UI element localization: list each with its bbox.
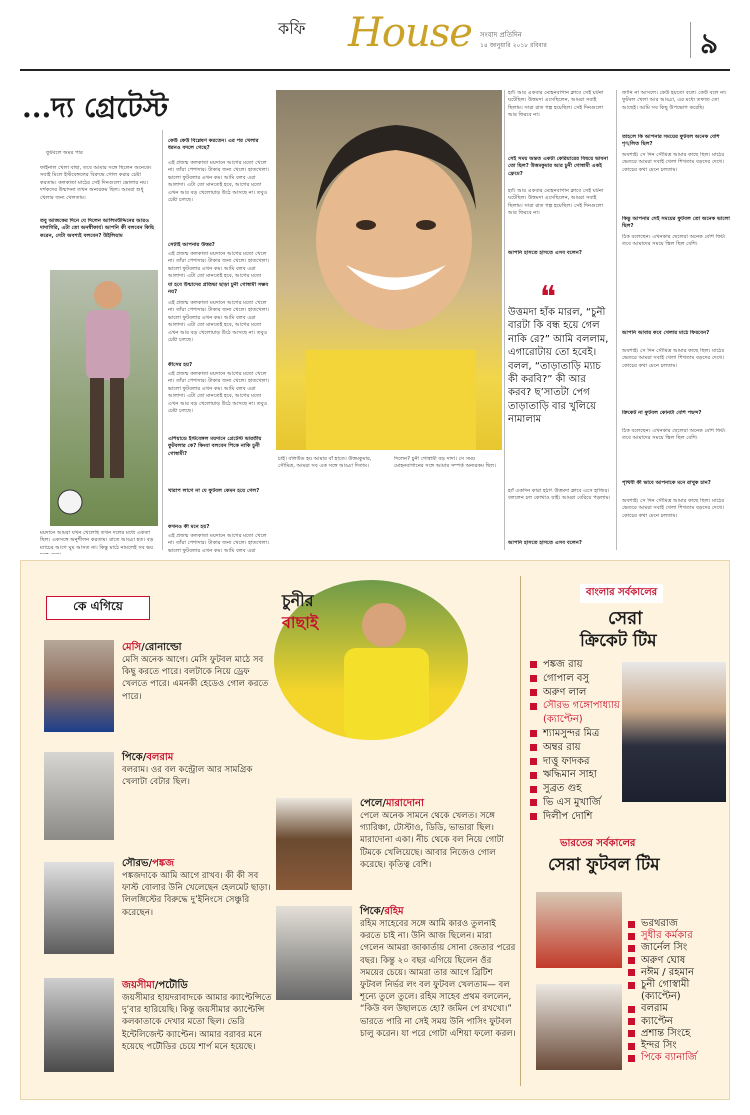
cricket-player-name: দাত্তু ফাদকর: [543, 755, 590, 767]
bullet-icon: [530, 772, 537, 779]
pair-2-body: বলরাম। ওর বল কন্ট্রোল আর সামগ্রিক খেলাটা বেটার ছিল।: [122, 765, 253, 788]
bullet-icon: [628, 1030, 635, 1037]
pair-5-b: মারাদোনা: [385, 798, 424, 809]
cricket-player-name: পঙ্কজ রায়: [543, 659, 583, 670]
footballer-photo-2: [536, 984, 622, 1070]
football-player-name: নঈম / রহমান: [641, 966, 694, 978]
pair-5-a: পেলে: [360, 798, 383, 809]
cricket-player-name: ঋদ্ধিমান সাহা: [543, 769, 597, 781]
chuni-football-photo: [50, 270, 158, 526]
pair-3-body: পঙ্কজদাকে আমি আগে রাখব। কী কী সব ফাস্ট বোলার উনি খেলেছেন হেলমেট ছাড়া। লিলঙ্গিস্টের বিরুদ্ধে দু’ইনিংসে সেঞ্চুরি করেছেন।: [122, 871, 271, 918]
below-photo-b: দিলেন? চুনী গোস্বামী বড় দাদা। সে সময় মোহনবাগানের সঙ্গে আমার সম্পর্ক অন্যরকম ছিল।: [394, 456, 496, 470]
football-player: [628, 979, 728, 1003]
football-player: [628, 918, 728, 930]
col3-question: সেই সময় অন্তত একটা কেরিয়ারের বিষয়ে ভাবনা তো ছিল? উত্তমকুমার আর চুনী গোস্বামী একই ফ্রেমে?: [508, 156, 608, 177]
pair-4-b: পটৌডি: [158, 980, 188, 991]
jaisimha-photo: [44, 978, 114, 1072]
bullet-icon: [628, 969, 635, 976]
pair-1-a: মেসি: [122, 642, 142, 653]
col4-end-question: পৃথিবী কী ভাবে আপনাকে মনে রাখুক চান?: [622, 480, 711, 486]
football-player: [628, 1052, 728, 1064]
pair-6-body: রহিম সাহেবের সঙ্গে আমি কারও তুলনাই করতে চাই না। উনি আজ ছিলেন। মারা গেলেন আমরা জাকার্তায় সোনা জেতার পরের বছর। কিন্তু ২০ বছর এগিয়ে ছিলেন ওঁর সময়ের চেয়ে। আমরা তার আগে ব্রিটিশ ফুটবল নির্ভর লং বল ফুটবল খেলতাম— বল শূন্যে তুলে তুলে। রহিম সাহেব প্রথম বললেন, “কিউ বল উছালতে হো? জমিন পে রখখো।” ভারতে পারি না সেই সময় উনি পাসিং ফুটবল চালু করেন। যা পরে গোটা এশিয়া ফলো করল।: [360, 919, 516, 1039]
football-player: [628, 942, 728, 954]
cricket-player-name: দিলীপ দোশি: [543, 810, 593, 822]
football-player-name: পিকে ব্যানার্জি: [641, 1052, 697, 1064]
col2-question-6: খারাপ লাগে না যে ফুটবল কেমন হয়ে গেল?: [168, 488, 260, 494]
col3-text-2: হ্যাঁ। আর একবার মোহনবাগান ক্লাবে সেই ঘটনা ঘটেছিল। উত্তমদা এসেছিলেন, আমরা সবাই ছিলাম। সারা রাত গল্প হয়েছিল। সেই দিনগুলো আর ফিরবে না।: [508, 188, 604, 217]
col2-body-5: এই প্রজন্ম কলকাতা ময়দানে আগের মতো খেলে না। তাঁরা পেশাদার। টাকার জন্য খেলে। হাতখেলা। ভালো ফুটবলার এখন কম। আমি বলব এরা: [168, 533, 269, 553]
sourav-photo: [622, 662, 726, 802]
quote-icon: ❝: [540, 280, 557, 315]
footballer-photo-1: [536, 892, 622, 968]
football-player: [628, 1028, 728, 1040]
cricket-player-name: গোপাল বসু: [543, 672, 590, 684]
pair-6-a: পিকে: [360, 906, 381, 917]
col4-body-3: অবশ্যই। সে দিন সৌমিত্র আমার কাছে ছিল। মাঠের ভেতরে আমরা সবাই খেলা শিখতাম বড়দের দেখে। কোচের কথা মেনে চলতাম।: [622, 348, 725, 369]
portrait-illustration: [276, 90, 502, 450]
pair-1-body: মেসি অনেক আগে। মেসি ফুটবল মাঠে সব কিছু করতে পারে। বলটাকে নিয়ে ড্রেফ খেলতে পারে। এমনকী হেডেও গোল করতে পারে।: [122, 655, 269, 702]
football-player-name: চুনী গোস্বামী (ক্যাপ্টেন): [641, 979, 690, 1003]
bullet-icon: [530, 675, 537, 682]
cricket-player-name: সুব্রত গুহ: [543, 783, 582, 795]
football-list: [628, 918, 728, 1064]
pair-4-a: জয়সীমা: [122, 980, 155, 991]
bullet-icon: [628, 921, 635, 928]
col4-question-2: কিন্তু আপনার সেই সময়ের ফুটবল তো অনেক ভালো ছিল?: [622, 216, 730, 230]
football-player: [628, 967, 728, 979]
rahim-photo: [276, 906, 352, 1000]
cricket-player-name: শ্যামসুন্দর মিত্র: [543, 727, 600, 739]
col4-question: তাহলে কি আপনার সময়ের ফুটবল অনেক বেশি শৃঙ্খলিত ছিল?: [622, 134, 720, 148]
messi-photo: [44, 640, 114, 732]
col1-lower: ময়দানে আমরা যখন খেলেছি তখন দলের মধ্যে একতা ছিল। একসঙ্গে অনুশীলন করতাম। রাতে আড্ডা হত। বড় ম্যাচের আগে ঘুম আসত না। কিন্তু মাঠে নামলেই সব ভয়: [40, 530, 154, 551]
col2-question-7: কখনও কী মনে হয়?: [168, 524, 210, 530]
col2-body-4: এই প্রজন্ম কলকাতা ময়দানে আগের মতো খেলে না। তাঁরা পেশাদার। টাকার জন্য খেলে। হাতখেলা। ভালো ফুটবলার এখন কম। আমি বলব এরা আলাদা। এটা তো মানতেই হবে, আগের মতো এখন আর বড় খেলোয়াড় উঠে আসছে না। তবুও চেষ্টা চলছে।: [168, 371, 269, 415]
pair-1-sep: /: [141, 642, 145, 653]
bullet-icon: [530, 786, 537, 793]
pair-4-sep: /: [154, 980, 159, 991]
col4-body: অবশ্যই। সে দিন সৌমিত্র আমার কাছে ছিল। মাঠের ভেতরে আমরা সবাই খেলা শিখতাম বড়দের দেখে। কোচের কথা মেনে চলতাম।: [622, 152, 725, 173]
masthead-title-house: House: [348, 10, 472, 56]
pair-1-b: রোনাল্ডো: [144, 642, 182, 653]
bullet-icon: [628, 1006, 635, 1013]
bullet-icon: [530, 799, 537, 806]
bullet-icon: [628, 1055, 635, 1062]
col2-body-3: এই প্রজন্ম কলকাতা ময়দানে আগের মতো খেলে না। তাঁরা পেশাদার। টাকার জন্য খেলে। হাতখেলা। ভালো ফুটবলার এখন কম। আমি বলব এরা আলাদা। এটা তো মানতেই হবে, আগের মতো এখন আর বড় খেলোয়াড় উঠে আসছে না। তবুও চেষ্টা চলছে।: [168, 300, 269, 344]
cricket-player-name: অম্বর রায়: [543, 741, 581, 753]
col2-body-2: এই প্রজন্ম কলকাতা ময়দানে আগের মতো খেলে না। তাঁরা পেশাদার। টাকার জন্য খেলে। হাতখেলা। ভালো ফুটবলার এখন কম। আমি বলব এরা আলাদা। এটা তো মানতেই হবে, আগের মতো: [168, 251, 269, 280]
bullet-icon: [628, 933, 635, 940]
football-player-name: সুধীর কর্মকার: [641, 930, 693, 942]
pair-2-sep: /: [142, 752, 147, 763]
cricket-title-1: সেরা: [608, 608, 643, 629]
col2-body: এই প্রজন্ম কলকাতা ময়দানে আগের মতো খেলে না। তাঁরা পেশাদার। টাকার জন্য খেলে। হাতখেলা। ভালো ফুটবলার এখন কম। আমি বলব এরা আলাদা। এটা তো মানতেই হবে, আগের মতো এখন আর বড় খেলোয়াড় উঠে আসছে না। তবুও চেষ্টা চলছে।: [168, 160, 269, 204]
football-title: সেরা ফুটবল টিম: [548, 855, 660, 875]
col-divider-1: [162, 130, 163, 550]
col2-question-3: যা হবে উন্মাদের প্রতিভা ছাড়া চুনী গোস্বামী সম্ভব নয়?: [168, 282, 269, 296]
bullet-icon: [628, 1018, 635, 1025]
col4-question-3: আপনি আবার কবে খেলার মাঠে ফিরবেন?: [622, 330, 710, 336]
masthead-rule: [20, 69, 730, 71]
football-player-name: জার্নেল সিং: [641, 942, 688, 954]
ke-egiye-heading: [46, 596, 150, 620]
balaram-photo: [44, 752, 114, 840]
pair-4-body: জয়সীমার হায়দরাবাদকে আমার ক্যাপ্টেন্সিতে দু’বার হারিয়েছি। কিন্তু জয়সীমার ক্যাপ্টেন্সি কলকাতাকে দেখার মতো ছিল। ভেরি ইন্টেলিজেন্ট ক্যাপ্টেন। আমার বরাবর মনে হয়েছে পটৌডির চেয়ে শার্প মনে হয়েছে।: [122, 993, 272, 1052]
pair-5-sep: /: [382, 798, 386, 809]
football-player-name: ক্যাপ্টেন: [641, 1015, 673, 1027]
pull-quote: উত্তমদা হাঁক মারল, “চুনী বারটা কি বন্ধ হয়ে গেল নাকি রে?” আমি বললাম, এগারোটায় তো হবেই। বলল, “তাড়াতাড়ি ম্যাচ কী করবি?” কী আর করব? ছ’সাতটা পেগ তাড়াতাড়ি বার খুলিয়ে নামালাম: [508, 307, 609, 426]
col-divider-3: [504, 90, 505, 550]
emblem-line2: বাছাই: [282, 613, 319, 632]
pair-6-sep: /: [380, 906, 385, 917]
col4-question-4: ক্রিকেট না ফুটবল কোনটা বেশি পছন্দ?: [622, 410, 702, 416]
football-player: [628, 930, 728, 942]
football-player-name: ভরথরাজ: [641, 918, 678, 929]
pankaj-photo: [44, 862, 114, 954]
cricket-player-name: সৌরভ গঙ্গোপাধ্যায় (ক্যাপ্টেন): [543, 700, 620, 726]
cricket-kicker: বাংলার সর্বকালের: [580, 584, 663, 603]
masthead: [0, 0, 750, 74]
masthead-title-main: কফি: [278, 19, 306, 38]
col3-question-2: আপনি হাসতে হাসতে এসব বলেন?: [508, 250, 582, 256]
col2-question-4: কীসের হয়?: [168, 362, 193, 368]
headline: ...দ্য গ্রেটেস্ট: [22, 91, 169, 124]
football-player-name: অরুণ ঘোষ: [641, 954, 686, 966]
bullet-icon: [530, 703, 537, 710]
bullet-icon: [628, 1043, 635, 1050]
col3-text: হ্যাঁ। আর একবার মোহনবাগান ক্লাবে সেই ঘটনা ঘটেছিল। উত্তমদা এসেছিলেন, আমরা সবাই ছিলাম। সারা রাত গল্প হয়েছিল। সেই দিনগুলো আর ফিরবে না।: [508, 90, 604, 119]
bullet-icon: [628, 957, 635, 964]
chuni-figure: [50, 270, 158, 526]
col1-body: ফাইনাল খেলা বাছা, তবে আমার সঙ্গে ছিলেন অনেকে। সবাই মিলে ইস্টবেঙ্গলের বিরুদ্ধে গোল করার চেষ্টা করতাম। কলকাতা মাঠের সেই দিনগুলো ভোলার নয়। দর্শকদের উন্মাদনা তখন অন্যরকম ছিল। আমরা শুধু খেলার জন্য খেলতাম।: [40, 165, 152, 201]
page-number: ৯: [700, 27, 719, 60]
cricket-player-name: অরুণ লাল: [543, 686, 587, 698]
col1-kicker: ফুটবলে অমর পার: [46, 150, 83, 156]
football-player: [628, 1016, 728, 1028]
panel-divider: [520, 576, 521, 1086]
football-player-name: প্রশান্ত সিংহে: [641, 1027, 691, 1039]
cricket-player: [530, 810, 638, 824]
col4-body-2: ঠিক বলেছেন। এখনকার ছেলেরা অনেক বেশি ফিট। তবে আমাদের সময়ে স্কিল ছিল বেশি।: [622, 234, 726, 248]
masthead-date: ১৪ জানুয়ারি ২০১৮ রবিবার: [480, 42, 547, 49]
football-kicker: ভারতের সর্বকালের: [560, 838, 636, 849]
col-divider-4: [616, 90, 617, 550]
pair-3-a: সৌরভ: [122, 858, 149, 869]
emblem-line1: চুনীর: [282, 591, 314, 610]
pair-2-a: পিকে: [122, 752, 143, 763]
col3-bottom: হ্যাঁ একদিন কারা হঠাৎ উত্তমদা ক্লাবে এসে হাজির। বললেন চল কোথাও যাই। আমরা বেরিয়ে পড়লাম।: [508, 488, 611, 502]
soccer-ball-icon: [58, 490, 82, 514]
bullet-icon: [530, 813, 537, 820]
bullet-icon: [530, 730, 537, 737]
maradona-photo: [276, 798, 352, 890]
football-player-name: বলরাম: [641, 1003, 668, 1015]
cricket-player-name: ভি এস মুখার্জি: [543, 796, 601, 808]
col4-body-4: ঠিক বলেছেন। এখনকার ছেলেরা অনেক বেশি ফিট। তবে আমাদের সময়ে স্কিল ছিল বেশি।: [622, 428, 726, 442]
ke-egiye-label: কে এগিয়ে: [73, 599, 123, 613]
col3-bottom-sign: আপনি হাসতে হাসতে এসব বলেন?: [508, 540, 582, 546]
col2-question-2: সেটাই আপনার উত্তর?: [168, 242, 215, 248]
col4-end-body: অবশ্যই। সে দিন সৌমিত্র আমার কাছে ছিল। মাঠের ভেতরে আমরা সবাই খেলা শিখতাম বড়দের দেখে। কোচের কথা মেনে চলতাম।: [622, 498, 725, 519]
pair-3-sep: /: [148, 858, 153, 869]
pair-5-body: পেলে অনেক সামনে থেকে খেলত। সঙ্গে গ্যারিঞ্চা, টোস্টাও, ডিডি, ভাভারা ছিল। মারাদোনা একা। নীচ থেকে বল নিয়ে গোটা টিমকে খেলিয়েছে। আবার নিজেও গোল করেছে। কৃতিত্ব বেশি।: [360, 811, 504, 870]
pair-3-b: পঙ্কজ: [152, 858, 175, 869]
col4-text: জানি না আসলে। কেউ হয়তো বলে। কেউ বলে না। ফুটবল খেলা আর আড্ডা, এর মধ্যে তফাত তো আছেই। আমি সব কিছু উপভোগ করেছি।: [622, 90, 727, 111]
bullet-icon: [628, 982, 635, 989]
bullet-icon: [530, 744, 537, 751]
bullet-icon: [530, 758, 537, 765]
bullet-icon: [530, 689, 537, 696]
uttam-kumar-photo: [276, 90, 502, 450]
masthead-tagline: সংবাদ প্রতিদিন: [480, 31, 522, 39]
masthead-divider: [690, 22, 691, 58]
col1-lead: তবু আজকের দিনে যে দিলেন আলিমউদ্দিনের আরও দাদাগিরি, এটা তো অনস্বীকার্য। আপনি কী বলবেন কিছি করেন, সেটা অবশ্যই বলবেন? উইলিয়াম: [40, 218, 155, 239]
col2-question-1: কেউ কেউ বিশ্লেষণ করতেন। এর পর খেলার ধরনও বদলে গেছে?: [168, 138, 259, 152]
football-player: [628, 955, 728, 967]
bullet-icon: [628, 945, 635, 952]
below-photo-a: চাই। বলিউড হয় আমার বাঁ হাতে। উত্তমকুমার, সৌমিত্র, আমরা সব এক সঙ্গে আড্ডা দিতাম।: [278, 456, 372, 470]
pair-6-b: রহিম: [384, 906, 404, 917]
football-player-name: ইন্দর সিং: [641, 1040, 677, 1052]
football-player: [628, 1003, 728, 1015]
cricket-title-2: ক্রিকেট টিম: [580, 631, 657, 651]
bullet-icon: [530, 661, 537, 668]
col2-question-5: এশিয়াডে ইস্টবেঙ্গল ময়দানে গ্রেটেস্ট ভারতীয় ফুটবলার কে? কিংবা বলবেন পিকে নাকি চুনী গোস্বামী?: [168, 436, 262, 457]
football-player: [628, 1040, 728, 1052]
pair-2-b: বলরাম: [146, 752, 174, 763]
